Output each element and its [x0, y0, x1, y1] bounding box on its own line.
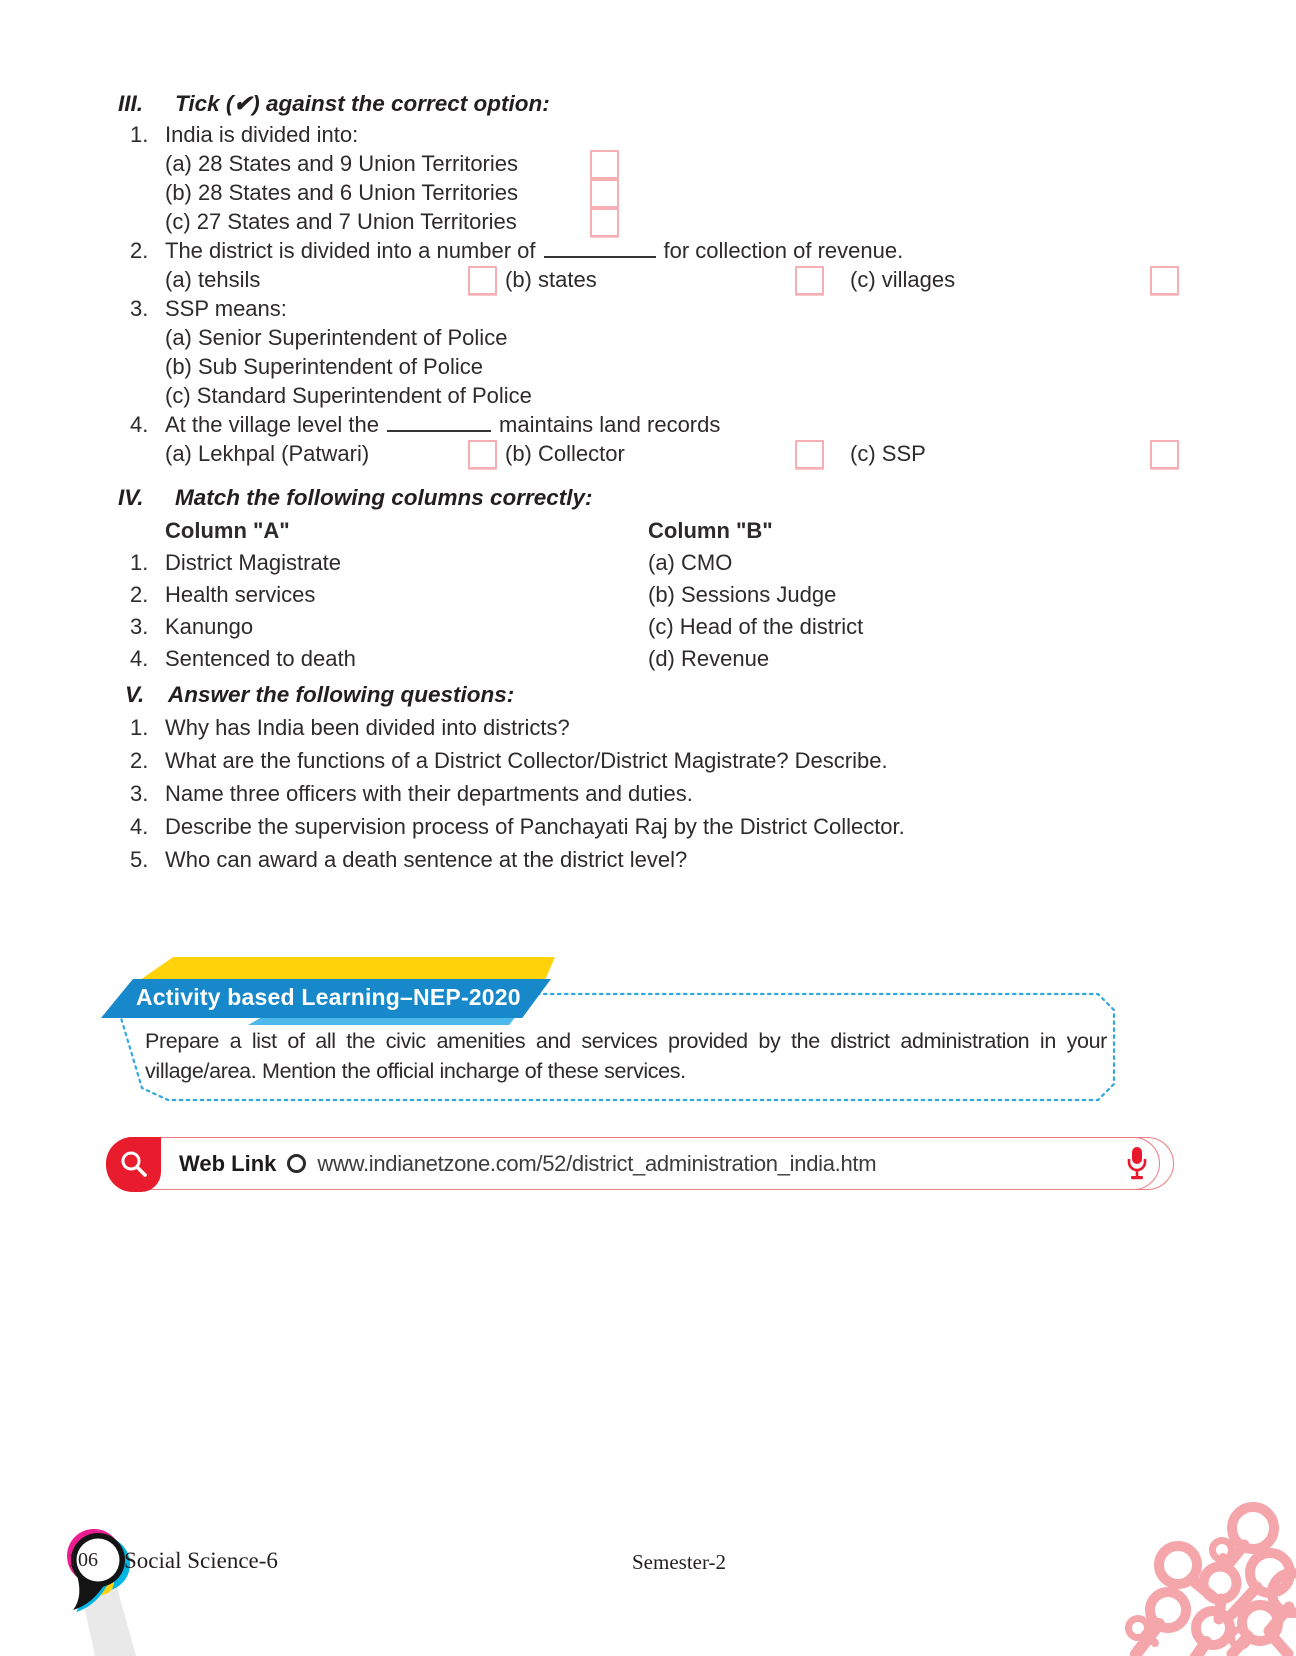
banner-yellow-accent — [140, 957, 555, 980]
question-text: Name three officers with their departments and duties. — [165, 781, 693, 806]
question-text: What are the functions of a District Collector/District Magistrate? Describe. — [165, 748, 888, 773]
search-icon — [118, 1148, 150, 1180]
section-5-number: V. — [125, 682, 145, 707]
match-b-item: (c) Head of the district — [648, 614, 864, 639]
q1-option-a: (a) 28 States and 9 Union Territories — [165, 151, 518, 176]
question-row — [118, 711, 1180, 744]
match-row-number: 4. — [130, 646, 149, 671]
section-4-header — [118, 482, 1180, 514]
q3-option-a: (a) Senior Superintendent of Police — [165, 325, 508, 350]
book-title: Social Science-6 — [124, 1548, 278, 1573]
match-b-item: (a) CMO — [648, 550, 733, 575]
q4-option-c-checkbox[interactable] — [1150, 440, 1179, 469]
activity-line-2: village/area. Mention the official incharge of these services. — [145, 1058, 686, 1083]
activity-line-1: Prepare a list of all the civic amenities and services provided by the district administration in your — [145, 1029, 1107, 1053]
question-row — [118, 744, 1180, 777]
question-row — [118, 810, 1180, 843]
corner-molecule-decoration — [1026, 1406, 1296, 1656]
match-a-item: Sentenced to death — [165, 646, 356, 671]
question-number: 2. — [130, 748, 149, 773]
q3-stem-row — [118, 294, 1180, 323]
match-a-item: District Magistrate — [165, 550, 342, 575]
q2-stem-before: The district is divided into a number of — [165, 238, 536, 263]
q1-option-a-checkbox[interactable] — [590, 150, 619, 179]
exercise-content — [118, 88, 1180, 876]
question-number: 4. — [130, 814, 149, 839]
match-column-headers — [118, 514, 1180, 547]
match-row — [118, 643, 1180, 675]
match-b-item: (d) Revenue — [648, 646, 770, 671]
q1-number: 1. — [130, 122, 149, 147]
section-3-header — [118, 88, 1180, 120]
question-text: Describe the supervision process of Panchayati Raj by the District Collector. — [165, 814, 905, 839]
section-5-title: Answer the following questions: — [168, 682, 515, 707]
question-number: 3. — [130, 781, 149, 806]
activity-instructions — [145, 1027, 1107, 1086]
column-a-header: Column "A" — [165, 518, 290, 543]
match-a-item: Health services — [165, 582, 316, 607]
q2-option-a-checkbox[interactable] — [468, 266, 497, 295]
section-3-title: Tick (✔) against the correct option: — [175, 91, 550, 116]
match-row-number: 2. — [130, 582, 149, 607]
link-icon — [287, 1154, 306, 1173]
match-row-number: 1. — [130, 550, 149, 575]
weblink-bar — [106, 1137, 1174, 1190]
q3-option-b: (b) Sub Superintendent of Police — [165, 354, 483, 379]
section-4-number: IV. — [118, 485, 144, 510]
question-number: 5. — [130, 847, 149, 872]
q2-option-a: (a) tehsils — [165, 267, 261, 292]
weblink-label: Web Link — [179, 1150, 277, 1176]
q2-option-c-checkbox[interactable] — [1150, 266, 1179, 295]
q4-stem-before: At the village level the — [165, 412, 380, 437]
match-row-number: 3. — [130, 614, 149, 639]
blank-line — [544, 255, 656, 258]
match-b-item: (b) Sessions Judge — [648, 582, 837, 607]
section-4-title: Match the following columns correctly: — [175, 485, 593, 510]
q4-stem-after: maintains land records — [499, 412, 721, 437]
column-b-header: Column "B" — [648, 518, 773, 543]
match-row — [118, 579, 1180, 611]
q1-option-row — [118, 178, 1180, 207]
q3-option-row — [118, 381, 1180, 410]
q3-stem: SSP means: — [165, 296, 287, 321]
q2-option-b-checkbox[interactable] — [795, 266, 824, 295]
weblink-url[interactable]: www.indianetzone.com/52/district_administration_india.htm — [317, 1150, 877, 1176]
activity-banner-title: Activity based Learning–NEP-2020 — [136, 984, 521, 1010]
q1-stem-row — [118, 120, 1180, 149]
match-a-item: Kanungo — [165, 614, 254, 639]
q2-number: 2. — [130, 238, 149, 263]
q1-stem: India is divided into: — [165, 122, 359, 147]
q3-option-row — [118, 323, 1180, 352]
q4-stem-row — [118, 410, 1180, 439]
q3-option-c: (c) Standard Superintendent of Police — [165, 383, 532, 408]
blank-line — [387, 429, 491, 432]
q4-option-b-checkbox[interactable] — [795, 440, 824, 469]
q1-option-b-checkbox[interactable] — [590, 179, 619, 208]
page-number: 106 — [68, 1549, 98, 1571]
q2-option-b: (b) states — [505, 267, 597, 292]
weblink-search-block — [106, 1137, 161, 1192]
section-5-header — [118, 679, 1180, 711]
question-row — [118, 777, 1180, 810]
q1-option-row — [118, 207, 1180, 236]
q1-option-b: (b) 28 States and 6 Union Territories — [165, 180, 518, 205]
q1-option-c-checkbox[interactable] — [590, 208, 619, 237]
match-row — [118, 547, 1180, 579]
q4-number: 4. — [130, 412, 149, 437]
q2-option-row — [118, 265, 1180, 294]
q2-stem-row — [118, 236, 1180, 265]
semester-label: Semester-2 — [632, 1550, 727, 1574]
question-text: Who can award a death sentence at the district level? — [165, 847, 688, 872]
q2-option-c: (c) villages — [850, 267, 956, 292]
q4-option-a-checkbox[interactable] — [468, 440, 497, 469]
q4-option-c: (c) SSP — [850, 441, 926, 466]
section-3-number: III. — [118, 91, 144, 116]
mic-icon — [1124, 1146, 1150, 1182]
match-row — [118, 611, 1180, 643]
q3-option-row — [118, 352, 1180, 381]
q4-option-row — [118, 439, 1180, 468]
question-number: 1. — [130, 715, 149, 740]
q1-option-row — [118, 149, 1180, 178]
q4-option-b: (b) Collector — [505, 441, 625, 466]
question-text: Why has India been divided into districts? — [165, 715, 570, 740]
q4-option-a: (a) Lekhpal (Patwari) — [165, 441, 370, 466]
q2-stem-after: for collection of revenue. — [663, 238, 904, 263]
q1-option-c: (c) 27 States and 7 Union Territories — [165, 209, 517, 234]
question-row — [118, 843, 1180, 876]
q3-number: 3. — [130, 296, 149, 321]
